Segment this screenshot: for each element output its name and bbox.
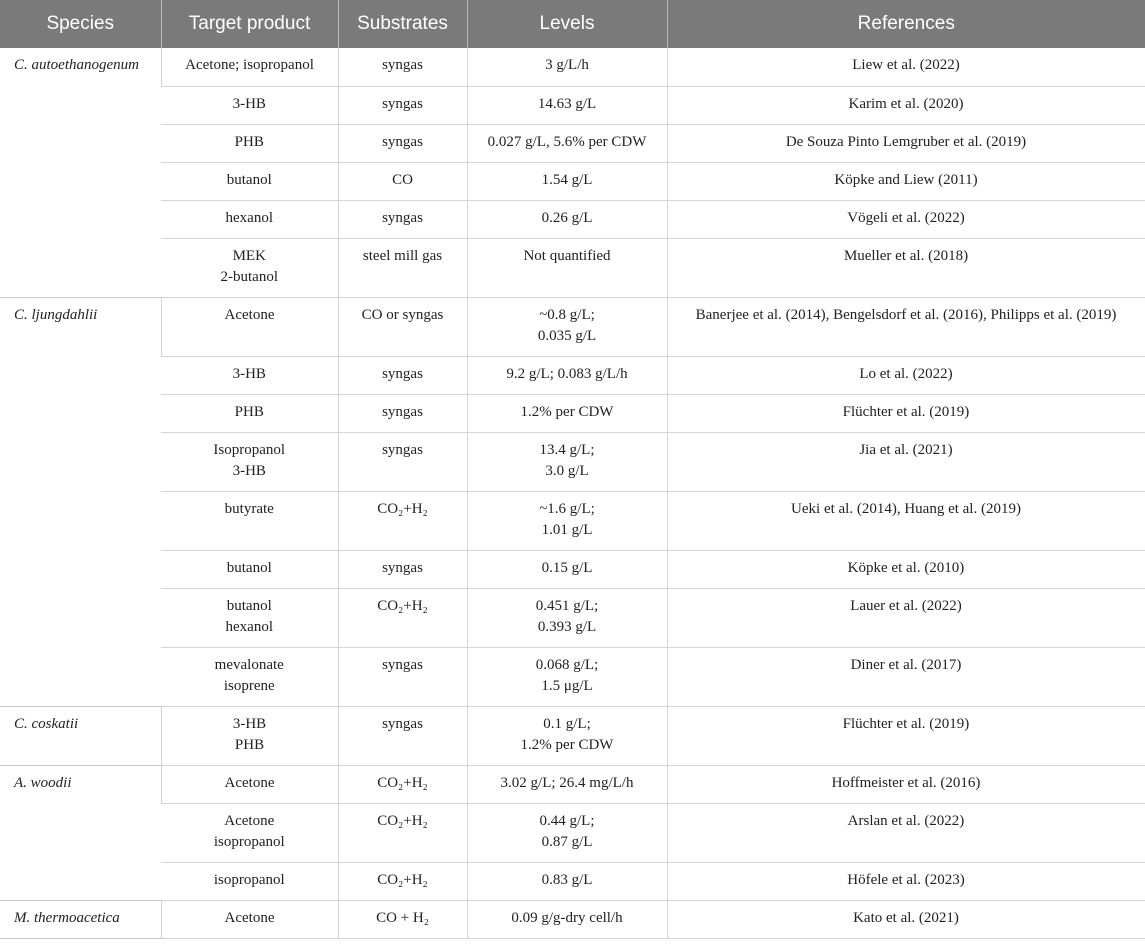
- level-cell: 0.26 g/L: [467, 200, 667, 238]
- table-row: [0, 124, 1145, 162]
- substrate-cell: syngas: [338, 86, 467, 124]
- table-row: [0, 862, 1145, 900]
- substrate-cell: CO₂+H₂: [338, 765, 467, 803]
- header-substrates: Substrates: [338, 0, 467, 48]
- reference-cell: Kato et al. (2021): [667, 900, 1145, 938]
- product-cell: Acetone; isopropanol: [161, 48, 338, 86]
- substrate-cell: syngas: [338, 432, 467, 491]
- product-cell: MEK 2-butanol: [161, 238, 338, 297]
- reference-cell: Flüchter et al. (2019): [667, 394, 1145, 432]
- substrate-cell: syngas: [338, 647, 467, 706]
- header-species: Species: [0, 0, 161, 48]
- table-row: [0, 900, 1145, 938]
- product-cell: 3-HB: [161, 86, 338, 124]
- product-cell: butanol: [161, 550, 338, 588]
- reference-cell: Arslan et al. (2022): [667, 803, 1145, 862]
- reference-cell: Köpke and Liew (2011): [667, 162, 1145, 200]
- product-cell: isopropanol: [161, 862, 338, 900]
- table-row: [0, 238, 1145, 297]
- product-cell: PHB: [161, 394, 338, 432]
- reference-cell: Karim et al. (2020): [667, 86, 1145, 124]
- reference-cell: Diner et al. (2017): [667, 647, 1145, 706]
- reference-cell: Jia et al. (2021): [667, 432, 1145, 491]
- level-cell: 0.1 g/L; 1.2% per CDW: [467, 706, 667, 765]
- level-cell: 1.54 g/L: [467, 162, 667, 200]
- species-cell: C. ljungdahlii: [0, 297, 161, 706]
- table-row: [0, 394, 1145, 432]
- table-row: [0, 647, 1145, 706]
- level-cell: 0.09 g/g-dry cell/h: [467, 900, 667, 938]
- level-cell: 0.068 g/L; 1.5 μg/L: [467, 647, 667, 706]
- level-cell: 9.2 g/L; 0.083 g/L/h: [467, 356, 667, 394]
- substrate-cell: CO: [338, 162, 467, 200]
- substrate-cell: CO₂+H₂: [338, 588, 467, 647]
- reference-cell: Höfele et al. (2023): [667, 862, 1145, 900]
- table-row: [0, 706, 1145, 765]
- header-row: [0, 0, 1145, 48]
- substrate-cell: syngas: [338, 124, 467, 162]
- table-row: [0, 86, 1145, 124]
- product-cell: Acetone: [161, 900, 338, 938]
- level-cell: 0.44 g/L; 0.87 g/L: [467, 803, 667, 862]
- reference-cell: Mueller et al. (2018): [667, 238, 1145, 297]
- product-cell: 3-HB: [161, 356, 338, 394]
- reference-cell: Ueki et al. (2014), Huang et al. (2019): [667, 491, 1145, 550]
- substrate-cell: syngas: [338, 200, 467, 238]
- reference-cell: Banerjee et al. (2014), Bengelsdorf et al. (2016), Philipps et al. (2019): [667, 297, 1145, 356]
- substrate-cell: steel mill gas: [338, 238, 467, 297]
- substrate-cell: syngas: [338, 706, 467, 765]
- substrate-cell: syngas: [338, 48, 467, 86]
- header-levels: Levels: [467, 0, 667, 48]
- species-cell: C. coskatii: [0, 706, 161, 765]
- product-cell: hexanol: [161, 200, 338, 238]
- level-cell: 13.4 g/L; 3.0 g/L: [467, 432, 667, 491]
- species-cell: C. autoethanogenum: [0, 48, 161, 297]
- species-cell: A. woodii: [0, 765, 161, 900]
- product-cell: butanol hexanol: [161, 588, 338, 647]
- species-cell: M. thermoacetica: [0, 900, 161, 938]
- substrate-cell: CO₂+H₂: [338, 491, 467, 550]
- level-cell: 0.027 g/L, 5.6% per CDW: [467, 124, 667, 162]
- table-row: [0, 356, 1145, 394]
- reference-cell: Köpke et al. (2010): [667, 550, 1145, 588]
- reference-cell: Hoffmeister et al. (2016): [667, 765, 1145, 803]
- header-target-product: Target product: [161, 0, 338, 48]
- product-cell: PHB: [161, 124, 338, 162]
- product-cell: mevalonate isoprene: [161, 647, 338, 706]
- product-cell: Acetone: [161, 765, 338, 803]
- reference-cell: De Souza Pinto Lemgruber et al. (2019): [667, 124, 1145, 162]
- substrate-cell: syngas: [338, 550, 467, 588]
- product-cell: butanol: [161, 162, 338, 200]
- product-cell: 3-HB PHB: [161, 706, 338, 765]
- substrate-cell: syngas: [338, 356, 467, 394]
- table-row: [0, 765, 1145, 803]
- level-cell: 1.2% per CDW: [467, 394, 667, 432]
- level-cell: 3 g/L/h: [467, 48, 667, 86]
- product-cell: butyrate: [161, 491, 338, 550]
- product-cell: Acetone isopropanol: [161, 803, 338, 862]
- product-cell: Acetone: [161, 297, 338, 356]
- substrate-cell: CO or syngas: [338, 297, 467, 356]
- reference-cell: Liew et al. (2022): [667, 48, 1145, 86]
- substrate-cell: CO₂+H₂: [338, 862, 467, 900]
- substrate-cell: CO + H₂: [338, 900, 467, 938]
- level-cell: 14.63 g/L: [467, 86, 667, 124]
- table-row: [0, 48, 1145, 86]
- table-row: [0, 588, 1145, 647]
- product-cell: Isopropanol 3-HB: [161, 432, 338, 491]
- table-row: [0, 162, 1145, 200]
- level-cell: 0.15 g/L: [467, 550, 667, 588]
- reference-cell: Vögeli et al. (2022): [667, 200, 1145, 238]
- substrate-cell: CO₂+H₂: [338, 803, 467, 862]
- level-cell: 3.02 g/L; 26.4 mg/L/h: [467, 765, 667, 803]
- reference-cell: Flüchter et al. (2019): [667, 706, 1145, 765]
- level-cell: 0.451 g/L; 0.393 g/L: [467, 588, 667, 647]
- level-cell: Not quantified: [467, 238, 667, 297]
- reference-cell: Lo et al. (2022): [667, 356, 1145, 394]
- level-cell: ~1.6 g/L; 1.01 g/L: [467, 491, 667, 550]
- substrate-cell: syngas: [338, 394, 467, 432]
- table-row: [0, 550, 1145, 588]
- table-row: [0, 491, 1145, 550]
- level-cell: 0.83 g/L: [467, 862, 667, 900]
- table-row: [0, 297, 1145, 356]
- table-body: [0, 48, 1145, 938]
- table-row: [0, 432, 1145, 491]
- reference-cell: Lauer et al. (2022): [667, 588, 1145, 647]
- level-cell: ~0.8 g/L; 0.035 g/L: [467, 297, 667, 356]
- table-row: [0, 803, 1145, 862]
- header-references: References: [667, 0, 1145, 48]
- table-row: [0, 200, 1145, 238]
